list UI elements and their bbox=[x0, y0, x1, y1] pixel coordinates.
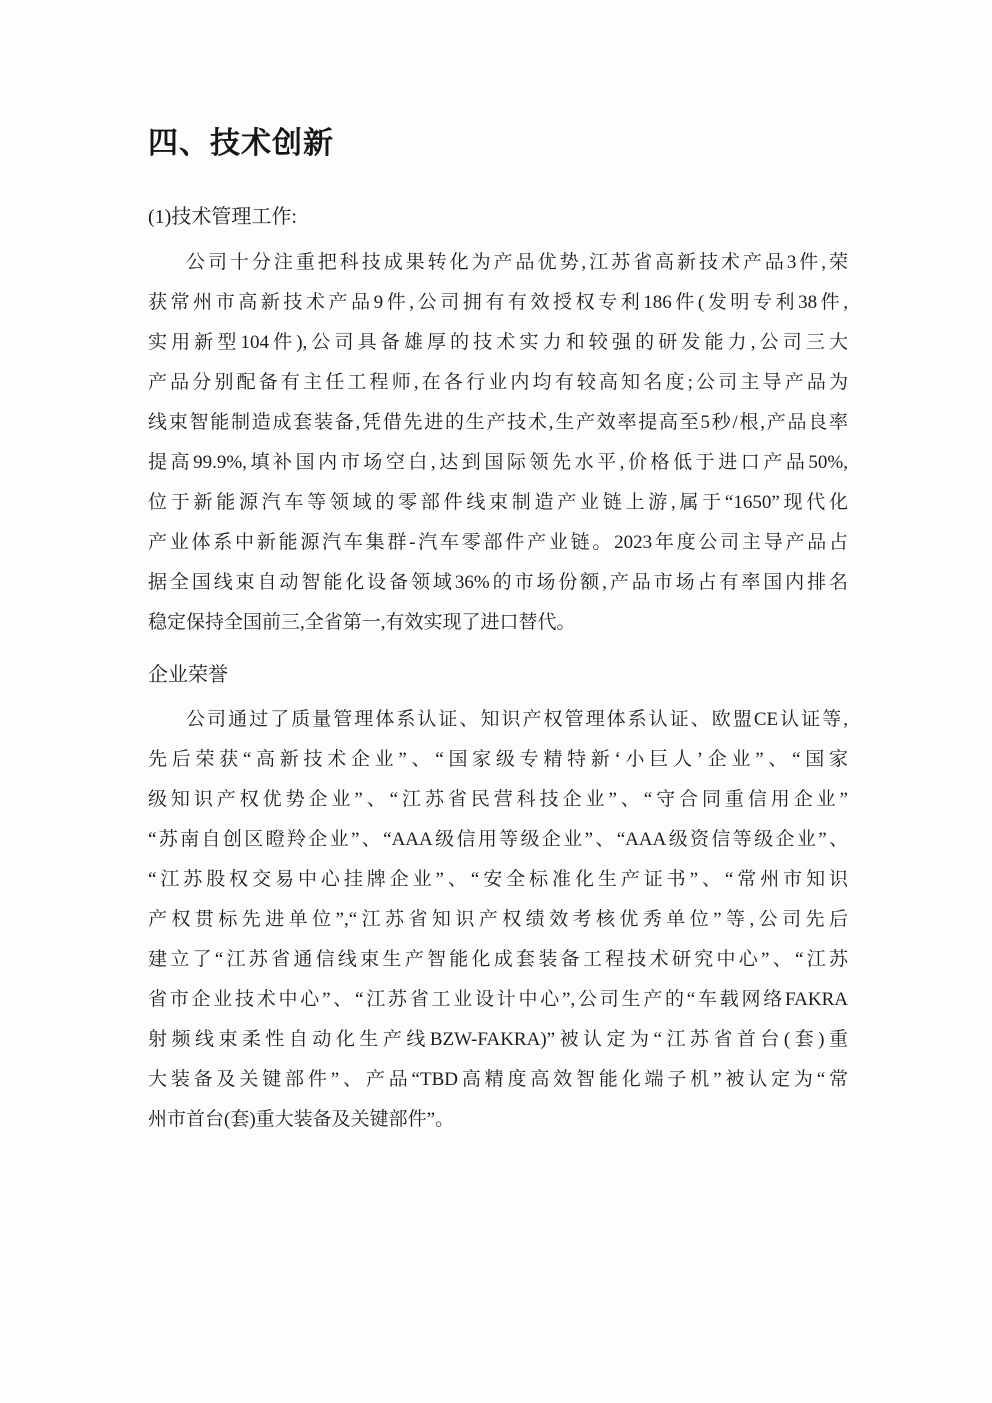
text-line: 级知识产权优势企业”、“江苏省民营科技企业”、“守合同重信用企业” bbox=[148, 789, 848, 810]
text-line: 据全国线束自动智能化设备领域36%的市场份额,产品市场占有率国内排名 bbox=[148, 572, 848, 593]
text-line: 稳定保持全国前三,全省第一,有效实现了进口替代。 bbox=[148, 612, 576, 633]
text-line: 位于新能源汽车等领域的零部件线束制造产业链上游,属于“1650”现代化 bbox=[148, 492, 848, 513]
text-line: 先后荣获“高新技术企业”、“国家级专精特新‘小巨人’企业”、“国家 bbox=[148, 749, 848, 770]
text-line: 州市首台(套)重大装备及关键部件”。 bbox=[148, 1109, 455, 1130]
text-line: 提高99.9%,填补国内市场空白,达到国际领先水平,价格低于进口产品50%, bbox=[148, 452, 848, 473]
text-line: 产品分别配备有主任工程师,在各行业内均有较高知名度;公司主导产品为 bbox=[148, 372, 848, 393]
text-line: 产权贯标先进单位”,“江苏省知识产权绩效考核优秀单位”等,公司先后 bbox=[148, 909, 848, 930]
text-line: 公司十分注重把科技成果转化为产品优势,江苏省高新技术产品3件,荣 bbox=[186, 252, 848, 273]
text-line: 产业体系中新能源汽车集群-汽车零部件产业链。2023年度公司主导产品占 bbox=[148, 532, 848, 553]
text-line: 射频线束柔性自动化生产线BZW-FAKRA)”被认定为“江苏省首台(套)重 bbox=[148, 1029, 848, 1050]
paragraph-tech-management bbox=[148, 243, 848, 643]
text-line: 大装备及关键部件”、产品“TBD高精度高效智能化端子机”被认定为“常 bbox=[148, 1069, 848, 1090]
text-line: 公司通过了质量管理体系认证、知识产权管理体系认证、欧盟CE认证等, bbox=[186, 709, 848, 730]
text-line: “苏南自创区瞪羚企业”、“AAA级信用等级企业”、“AAA级资信等级企业”、 bbox=[148, 829, 848, 850]
text-line: “江苏股权交易中心挂牌企业”、“安全标准化生产证书”、“常州市知识 bbox=[148, 869, 848, 890]
honors-section-title: 企业荣誉 bbox=[148, 664, 228, 686]
text-line: 实用新型104件),公司具备雄厚的技术实力和较强的研发能力,公司三大 bbox=[148, 332, 848, 353]
text-line: 建立了“江苏省通信线束生产智能化成套装备工程技术研究中心”、“江苏 bbox=[148, 949, 848, 970]
subsection-label: (1)技术管理工作: bbox=[148, 206, 297, 228]
page-title: 四、技术创新 bbox=[148, 127, 334, 160]
text-line: 省市企业技术中心”、“江苏省工业设计中心”,公司生产的“车载网络FAKRA bbox=[148, 989, 848, 1010]
text-line: 线束智能制造成套装备,凭借先进的生产技术,生产效率提高至5秒/根,产品良率 bbox=[148, 412, 848, 433]
text-line: 获常州市高新技术产品9件,公司拥有有效授权专利186件(发明专利38件, bbox=[148, 292, 848, 313]
paragraph-honors bbox=[148, 700, 848, 1140]
